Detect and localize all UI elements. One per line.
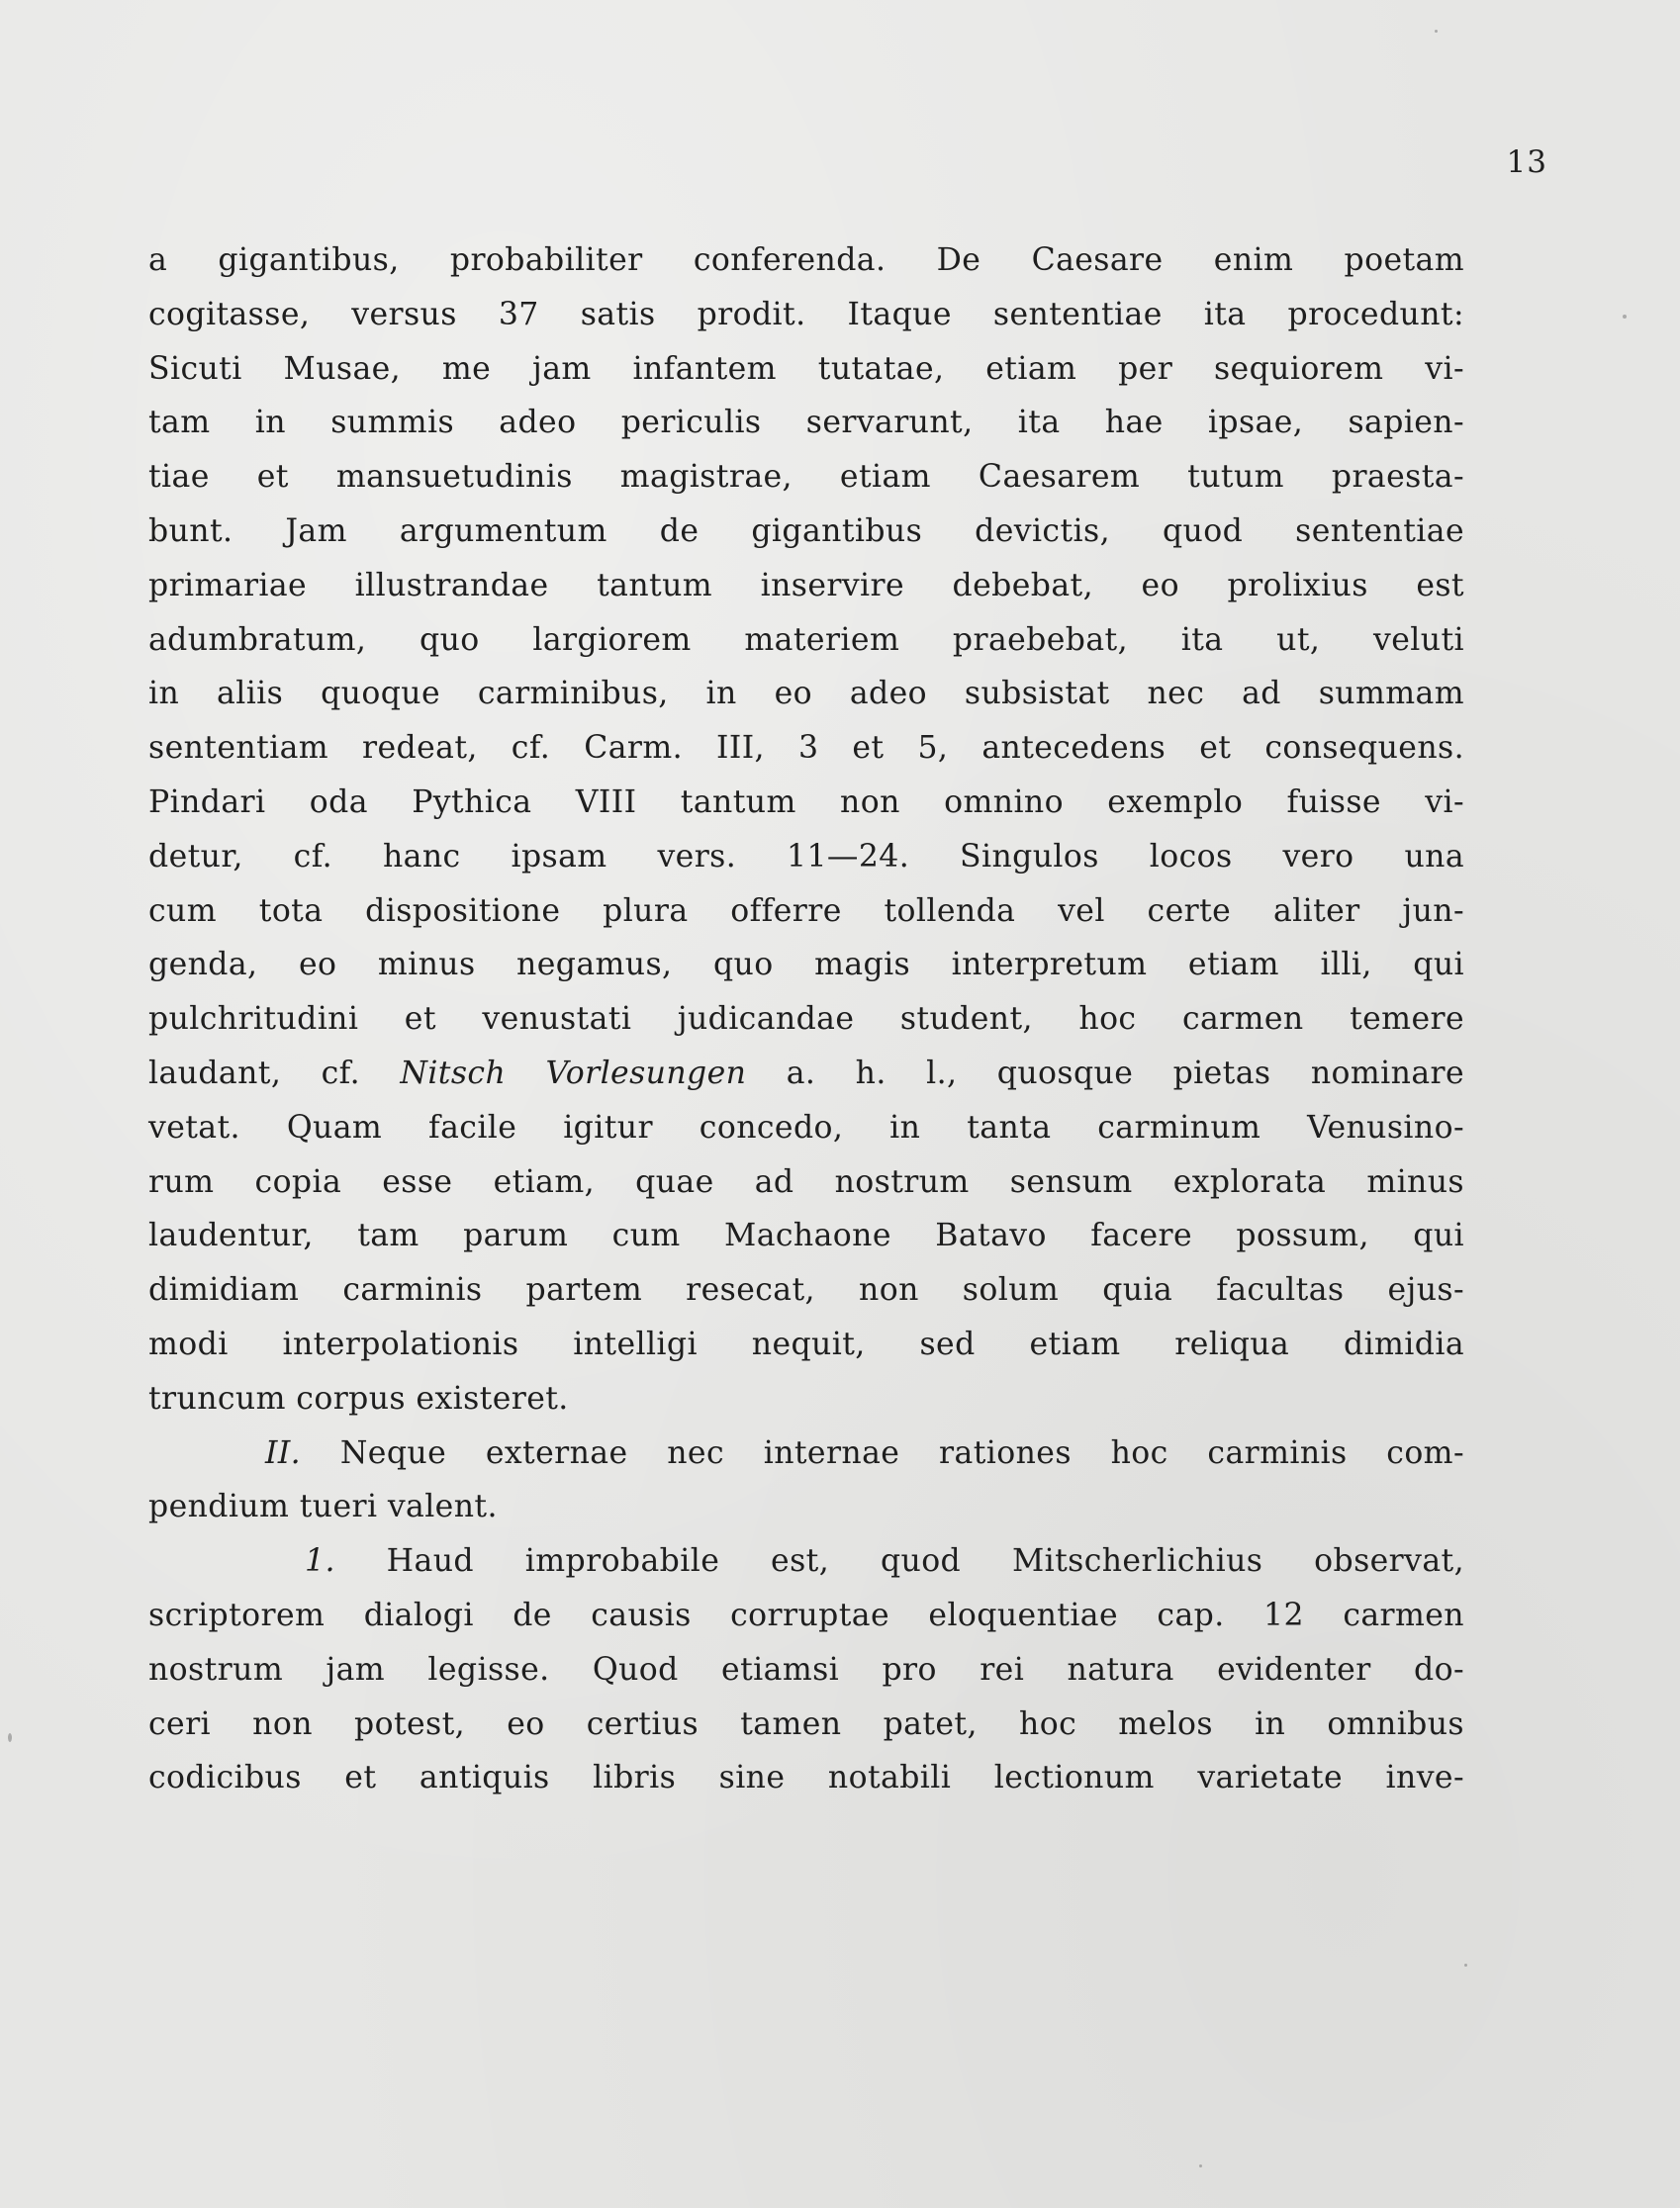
- text-segment: scriptorem dialogi de causis corruptae eloquentiae cap. 12 carmen: [148, 1597, 1464, 1633]
- body-text: [148, 233, 1464, 1805]
- text-line: [148, 721, 1464, 776]
- text-line: [148, 1155, 1464, 1210]
- paper-speck: [1435, 30, 1438, 33]
- text-segment: pendium tueri valent.: [148, 1489, 498, 1525]
- paper-speck: [1623, 315, 1627, 319]
- italic-text: 1.: [305, 1543, 335, 1580]
- text-segment: vetat. Quam facile igitur concedo, in tanta carminum Venusino-: [148, 1109, 1464, 1146]
- text-segment: tiae et mansuetudinis magistrae, etiam Caesarem tutum praesta-: [148, 459, 1464, 496]
- text-line: [148, 1209, 1464, 1263]
- text-line: [148, 1751, 1464, 1805]
- text-line: [148, 288, 1464, 342]
- text-segment: primariae illustrandae tantum inservire debebat, eo prolixius est: [148, 567, 1464, 603]
- text-line: [148, 1426, 1464, 1481]
- text-line: [148, 613, 1464, 668]
- text-line: [148, 1643, 1464, 1698]
- text-segment: Pindari oda Pythica VIII tantum non omnino exemplo fuisse vi-: [148, 783, 1464, 820]
- text-segment: sententiam redeat, cf. Carm. III, 3 et 5, antecedens et consequens.: [148, 730, 1464, 767]
- text-segment: laudentur, tam parum cum Machaone Batavo facere possum, qui: [148, 1218, 1464, 1254]
- text-line: [148, 1698, 1464, 1752]
- text-line: [148, 1372, 1464, 1426]
- text-line: [148, 1534, 1464, 1589]
- text-line: [148, 505, 1464, 559]
- text-line: [148, 1101, 1464, 1155]
- text-segment: Sicuti Musae, me jam infantem tutatae, etiam per sequiorem vi-: [148, 350, 1464, 387]
- text-segment: rum copia esse etiam, quae ad nostrum sensum explorata minus: [148, 1163, 1464, 1200]
- text-line: [148, 342, 1464, 397]
- text-segment: cogitasse, versus 37 satis prodit. Itaque sententiae ita procedunt:: [148, 296, 1464, 332]
- text-line: [148, 938, 1464, 992]
- text-segment: adumbratum, quo largiorem materiem praebebat, ita ut, veluti: [148, 621, 1464, 658]
- text-segment: cum tota dispositione plura offerre tollenda vel certe aliter jun-: [148, 892, 1464, 929]
- text-segment: Neque externae nec internae rationes hoc carminis com-: [301, 1434, 1464, 1471]
- text-line: [148, 830, 1464, 884]
- text-line: [148, 1318, 1464, 1372]
- text-line: [148, 1047, 1464, 1101]
- text-segment: bunt. Jam argumentum de gigantibus devictis, quod sententiae: [148, 512, 1464, 549]
- text-line: [148, 1263, 1464, 1318]
- text-segment: nostrum jam legisse. Quod etiamsi pro rei natura evidenter do-: [148, 1651, 1464, 1688]
- text-line: [148, 1480, 1464, 1534]
- paper-speck: [1464, 1964, 1467, 1967]
- text-segment: a gigantibus, probabiliter conferenda. De Caesare enim poetam: [148, 242, 1464, 278]
- italic-text: Nitsch Vorlesungen: [400, 1055, 747, 1091]
- text-line: [148, 559, 1464, 613]
- text-line: [148, 450, 1464, 505]
- text-line: [148, 1589, 1464, 1643]
- page-number: 13: [1506, 144, 1547, 180]
- paper-speck: [8, 1733, 12, 1742]
- text-segment: genda, eo minus negamus, quo magis interpretum etiam illi, qui: [148, 947, 1464, 983]
- text-segment: Haud improbabile est, quod Mitscherlichius observat,: [334, 1543, 1464, 1580]
- text-segment: pulchritudini et venustati judicandae student, hoc carmen temere: [148, 1001, 1464, 1038]
- text-segment: ceri non potest, eo certius tamen patet, hoc melos in omnibus: [148, 1705, 1464, 1742]
- text-line: [148, 233, 1464, 288]
- text-segment: dimidiam carminis partem resecat, non solum quia facultas ejus-: [148, 1272, 1464, 1309]
- text-segment: in aliis quoque carminibus, in eo adeo subsistat nec ad summam: [148, 676, 1464, 712]
- text-segment: detur, cf. hanc ipsam vers. 11—24. Singulos locos vero una: [148, 838, 1464, 874]
- text-segment: codicibus et antiquis libris sine notabili lectionum varietate inve-: [148, 1760, 1464, 1796]
- text-line: [148, 667, 1464, 721]
- text-segment: truncum corpus existeret.: [148, 1380, 569, 1417]
- text-line: [148, 992, 1464, 1047]
- text-line: [148, 884, 1464, 939]
- text-segment: modi interpolationis intelligi nequit, sed etiam reliqua dimidia: [148, 1326, 1464, 1362]
- text-line: [148, 776, 1464, 830]
- text-line: [148, 396, 1464, 450]
- italic-text: II.: [265, 1434, 302, 1471]
- paper-speck: [1199, 2164, 1202, 2167]
- text-segment: a. h. l., quosque pietas nominare: [746, 1055, 1465, 1091]
- text-segment: laudant, cf.: [148, 1055, 401, 1091]
- text-segment: tam in summis adeo periculis servarunt, ita hae ipsae, sapien-: [148, 405, 1464, 441]
